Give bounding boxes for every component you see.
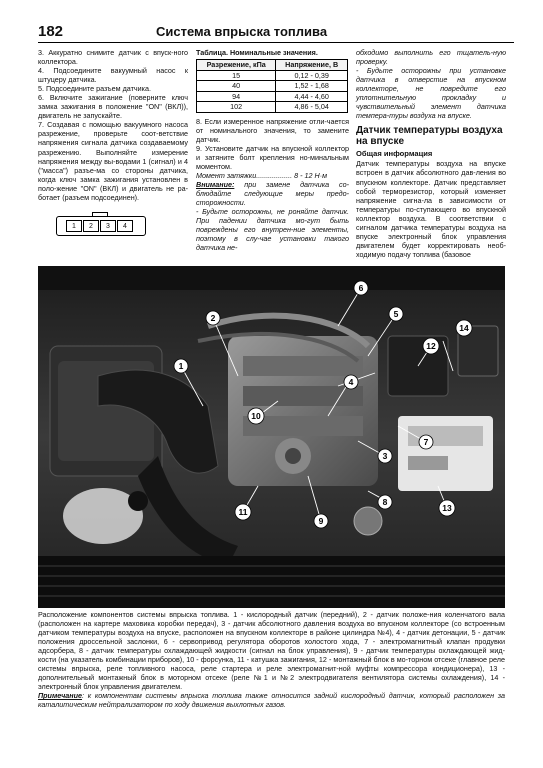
table-cell: 4,86 - 5,04 (276, 102, 348, 113)
section-body: Датчик температуры воздуха на впуске встроен в датчик абсолютного дав-ления во впускном коллекторе. Датчик представляет собой терморезистор, который изменяет напряжение сигна-ла в зависимости от температуры по-ступающего во впускной коллектор воздуха. В соответствии с сигналом датчика температуры воздуха на впуске электронный блок управления двигателем будет корректировать необ-ходимую подачу топлива (базовое (356, 159, 506, 259)
table-cell: 1,52 - 1,68 (276, 81, 348, 92)
step-6: 6. Включите зажигание (поверните ключ замка зажигания в положение "ON" (ВКЛ)), двигатель не запускайте. (38, 93, 188, 121)
engine-bay-illustration (38, 266, 505, 608)
table-row (197, 91, 348, 102)
page-header (38, 23, 514, 43)
step-4: 4. Подсоедините вакуумный насос к штуцеру датчика. (38, 66, 188, 85)
callout-3: 3 (382, 451, 388, 461)
torque-label: Момент затяжки (196, 170, 257, 180)
column-middle (196, 48, 349, 252)
callout-2: 2 (210, 313, 216, 323)
torque-value: 8 - 12 Н·м (294, 170, 328, 180)
table-header-cell: Разрежение, кПа (197, 60, 276, 71)
warning-text: при замене датчика со-блюдайте следующие меры предо-сторожности. (196, 179, 349, 207)
callout-8: 8 (382, 497, 388, 507)
connector-pin: 3 (100, 220, 116, 232)
table-cell: 0,12 - 0,39 (276, 70, 348, 81)
table-title: Таблица. Номинальные значения. (196, 48, 318, 57)
table-header-cell: Напряжение, В (276, 60, 348, 71)
section-heading: Датчик температуры воздуха на впуске (356, 125, 503, 148)
step-3: 3. Аккуратно снимите датчик с впуск-ного коллектора. (38, 48, 188, 67)
connector-pin: 4 (117, 220, 133, 232)
table-row (197, 81, 348, 92)
nominal-values-table (196, 59, 348, 113)
connector-pins (66, 220, 134, 232)
step-5: 5. Подсоедините разъем датчика. (38, 84, 151, 94)
callout-7: 7 (423, 437, 429, 447)
table-cell: 94 (197, 91, 276, 102)
callout-10: 10 (251, 411, 261, 421)
callout-4: 4 (348, 377, 354, 387)
step-8: 8. Если измеренное напряжение отли-чается от номинального значения, то замените датчик. (196, 116, 349, 144)
note-label: Примечание (38, 691, 83, 700)
photo-caption (38, 610, 505, 709)
table-row (197, 102, 348, 113)
column-left (38, 48, 188, 240)
callout-12: 12 (426, 341, 436, 351)
callout-6: 6 (358, 283, 364, 293)
callout-1: 1 (178, 361, 184, 371)
callout-9: 9 (318, 516, 324, 526)
warning-bullet-2: - Будьте осторожны при установке датчика в отверстие на впускном коллекторе, не повредите его уплотнительную прокладку и чувствительный элемент датчика темпера-туры воздуха на впуске. (356, 66, 506, 121)
section-title: Система впрыска топлива (156, 24, 328, 39)
table-cell: 40 (197, 81, 276, 92)
warning (196, 180, 349, 207)
step-9: 9. Установите датчик на впускной коллектор и затяните болт крепления но-минальным моментом. (196, 143, 349, 171)
table-cell: 4,44 - 4,60 (276, 91, 348, 102)
warning-bullet-1: - Будьте осторожны, не роняйте датчик. При падении датчика мо-гут быть повреждены его внутрен-ние элементы, поэтому в слу-чае установки такого датчика не- (196, 207, 349, 253)
table-row (197, 70, 348, 81)
column-right (356, 48, 506, 259)
warning-label: Внимание: (196, 179, 235, 189)
engine-bay-photo (38, 266, 505, 608)
torque-dots: .................. (256, 170, 293, 180)
header-rule (38, 42, 514, 43)
callout-13: 13 (442, 503, 452, 513)
caption-text: Расположение компонентов системы впрыска топлива. 1 - кислородный датчик (передний), 2 - датчик положе-ния коленчатого вала (расположен на картере маховика коробки передач), 3 - датчик абсолютного давления воздуха во впускном коллекторе (со встроенным датчиком температуры воздуха на впуске, расположен на впускном коллекторе в районе цилиндра №4), 4 - датчик детонации, 5 - датчик положения дроссельной заслонки, 6 - сервопривод регулятора оборотов холостого хода, 7 - электромагнитный клапан продувки адсорбера, 8 - датчик температуры охлаждающей жидкости (сигнал на блок управления), 9 - датчик температуры охлаждающей жид-кости (на указатель комбинации приборов), 10 - форсунка, 11 - катушка зажигания, 12 - монтажный блок в мо-торном отсеке (главное реле системы впрыска, реле топливного насоса, реле стартера и реле электромагнит-ной муфты компрессора кондиционера), 13 - дополнительный монтажный блок в моторном отсеке (реле №1 и №2 электродвигателя вентилятора системы охлаждения), 14 - электронный блок управления двигателем. (38, 610, 505, 691)
step-7: 7. Создавая с помощью вакуумного насоса разрежение, проверьте соот-ветствие напряжения сигнала датчика создаваемому разрежению. Выполняйте измерение напряжения между вы-водами 1 (сигнал) и 4 ("масса") разъе-ма со стороны датчика, когда ключ замка зажигания установлен в поло-жение "ON" (ВКЛ) и двигатель не ра-ботает (разъем подсоединен). (38, 120, 188, 202)
callout-14: 14 (459, 323, 469, 333)
note-text: : к компонентам системы впрыска топлива также относится задний кислородный датчик, который расположен за каталитическим нейтрализатором по ходу движения выхлопных газов. (38, 691, 505, 709)
warning-continued: обходимо выполнить его тщатель-ную проверку. (356, 48, 506, 67)
caption-note (38, 691, 505, 709)
table-cell: 15 (197, 70, 276, 81)
subsection-heading: Общая информация (356, 149, 433, 159)
page-number: 182 (38, 23, 64, 40)
connector-pin: 2 (83, 220, 99, 232)
callout-5: 5 (393, 309, 399, 319)
torque-spec (196, 171, 349, 180)
callout-11: 11 (238, 507, 248, 517)
connector-pin: 1 (66, 220, 82, 232)
table-header-row (197, 60, 348, 71)
table-cell: 102 (197, 102, 276, 113)
connector-diagram (56, 212, 148, 240)
